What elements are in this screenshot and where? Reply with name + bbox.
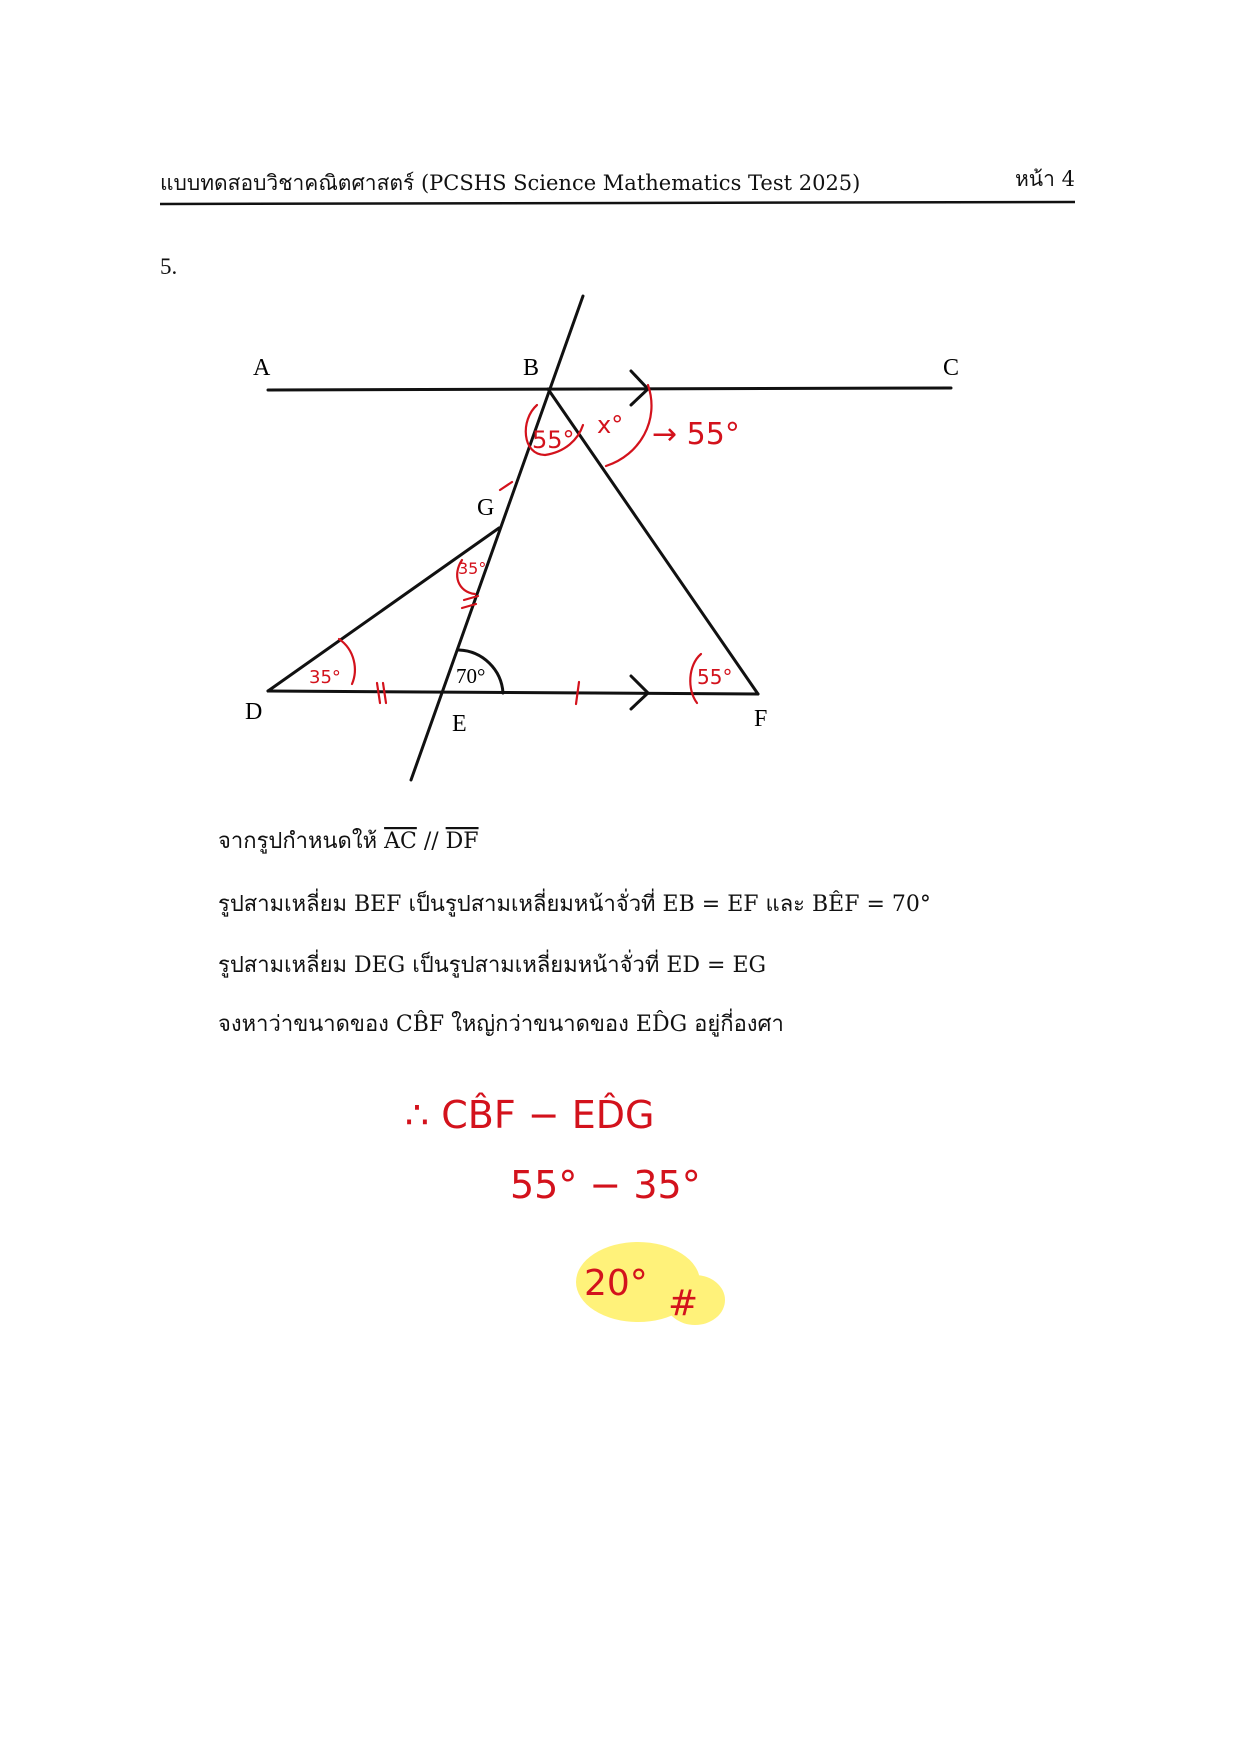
label-A: A	[253, 355, 271, 381]
note-angle-F-55: 55°	[697, 665, 733, 689]
label-D: D	[245, 699, 263, 725]
question-number: 5.	[160, 254, 178, 279]
note-angle-D-35: 35°	[309, 667, 341, 688]
work-line-1: ∴ CB̂F − ED̂G	[405, 1093, 655, 1137]
header-rule	[160, 202, 1075, 204]
note-angle-B-55: 55°	[532, 426, 575, 454]
condition-BEF: รูปสามเหลี่ยม BEF เป็นรูปสามเหลี่ยมหน้าจั่วที่ EB = EF และ BÊF = 70°	[218, 892, 931, 917]
line-AC	[268, 388, 951, 390]
condition-DEG: รูปสามเหลี่ยม DEG เป็นรูปสามเหลี่ยมหน้าจั่วที่ ED = EG	[218, 953, 767, 978]
page-number: หน้า 4	[1014, 167, 1075, 191]
segment-DF	[268, 691, 758, 694]
label-E: E	[452, 711, 467, 737]
answer-value: 20°	[584, 1263, 648, 1304]
label-B: B	[523, 355, 540, 381]
segment-AC-text: AC	[384, 829, 417, 854]
note-angle-x: x°	[597, 411, 624, 439]
given-text: จากรูปกำหนดให้	[218, 829, 385, 854]
label-C: C	[943, 355, 960, 381]
parallel-symbol: //	[416, 829, 446, 854]
segment-DF-text: DF	[445, 829, 479, 854]
note-x-equals-55: → 55°	[652, 417, 740, 452]
given-line	[218, 828, 479, 854]
geometry-figure	[245, 296, 959, 780]
answer-end-mark: #	[668, 1283, 699, 1324]
note-angle-G-35: 35°	[458, 559, 487, 578]
header-title: แบบทดสอบวิชาคณิตศาสตร์ (PCSHS Science Mathematics Test 2025)	[160, 171, 861, 195]
label-F: F	[754, 706, 768, 732]
angle-label-70: 70°	[456, 664, 486, 688]
work-line-2: 55° − 35°	[510, 1163, 701, 1207]
transversal-line	[411, 296, 583, 780]
question-prompt: จงหาว่าขนาดของ CB̂F ใหญ่กว่าขนาดของ ED̂G อยู่กี่องศา	[218, 1012, 784, 1037]
label-G: G	[477, 495, 495, 521]
handwritten-annotations	[309, 385, 740, 704]
